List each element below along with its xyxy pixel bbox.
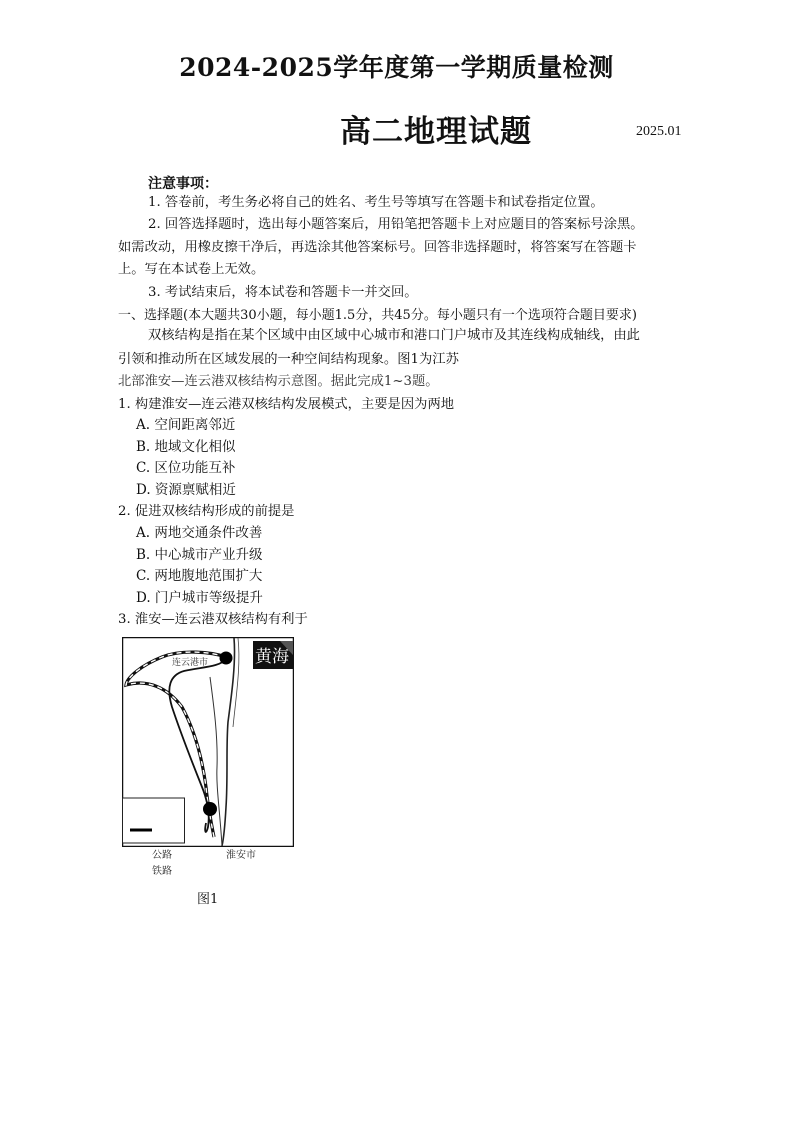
figure-caption: 图1 (197, 892, 219, 907)
notice-item-2-line-1: 2. 回答选择题时，选出每小题答案后，用铅笔把答题卡上对应题目的答案标号涂黑。 (148, 217, 644, 232)
exam-date: 2025.01 (636, 124, 682, 139)
legend-box (123, 798, 185, 843)
subject-title: 高二地理试题 (340, 114, 532, 150)
question-1-stem: 1. 构建淮安—连云港双核结构发展模式，主要是因为两地 (118, 397, 455, 412)
notice-item-2-line-2: 如需改动，用橡皮擦干净后，再选涂其他答案标号。回答非选择题时，将答案写在答题卡 (118, 240, 637, 255)
question-2-option-a: A. 两地交通条件改善 (136, 525, 263, 541)
huaian-city-marker (203, 802, 217, 816)
question-1-option-c: C. 区位功能互补 (136, 460, 236, 476)
intro-line-2: 引领和推动所在区域发展的一种空间结构现象。图1为江苏 (118, 352, 459, 367)
intro-line-3: 北部淮安—连云港双核结构示意图。据此完成1~3题。 (118, 374, 439, 389)
question-2-option-b: B. 中心城市产业升级 (136, 547, 263, 563)
intro-line-1: 双核结构是指在某个区域中由区域中心城市和港口门户城市及其连线构成轴线，由此 (148, 328, 640, 343)
city-label-huaian: 淮安市 (226, 850, 256, 861)
notice-item-3: 3. 考试结束后，将本试卷和答题卡一并交回。 (148, 285, 418, 300)
question-1-option-d: D. 资源禀赋相近 (136, 482, 236, 498)
question-3-stem: 3. 淮安—连云港双核结构有利于 (118, 612, 308, 627)
notice-item-2-line-3: 上。写在本试卷上无效。 (118, 262, 265, 277)
question-2-stem: 2. 促进双核结构形成的前提是 (118, 504, 295, 519)
question-2-option-d: D. 门户城市等级提升 (136, 590, 263, 606)
legend-rail-label: 铁路 (152, 866, 172, 877)
notice-heading: 注意事项： (148, 176, 218, 192)
figure-1-map (122, 637, 294, 847)
map-drawing (122, 637, 294, 847)
notice-item-1: 1. 答卷前，考生务必将自己的姓名、考生号等填写在答题卡和试卷指定位置。 (148, 195, 604, 210)
legend-road-label: 公路 (152, 850, 172, 861)
city-label-lianyungang: 连云港市 (172, 658, 209, 668)
coastline (222, 638, 235, 846)
lianyungang-city-marker (220, 652, 233, 665)
question-1-option-b: B. 地域文化相似 (136, 439, 236, 455)
question-1-option-a: A. 空间距离邻近 (136, 417, 236, 433)
sea-label: 黄海 (255, 647, 289, 667)
question-2-option-c: C. 两地腹地范围扩大 (136, 568, 263, 584)
exam-title: 2024-2025学年度第一学期质量检测 (179, 53, 614, 82)
section-heading: 一、选择题(本大题共30小题，每小题1.5分，共45分。每小题只有一个选项符合题目要求) (118, 308, 637, 323)
